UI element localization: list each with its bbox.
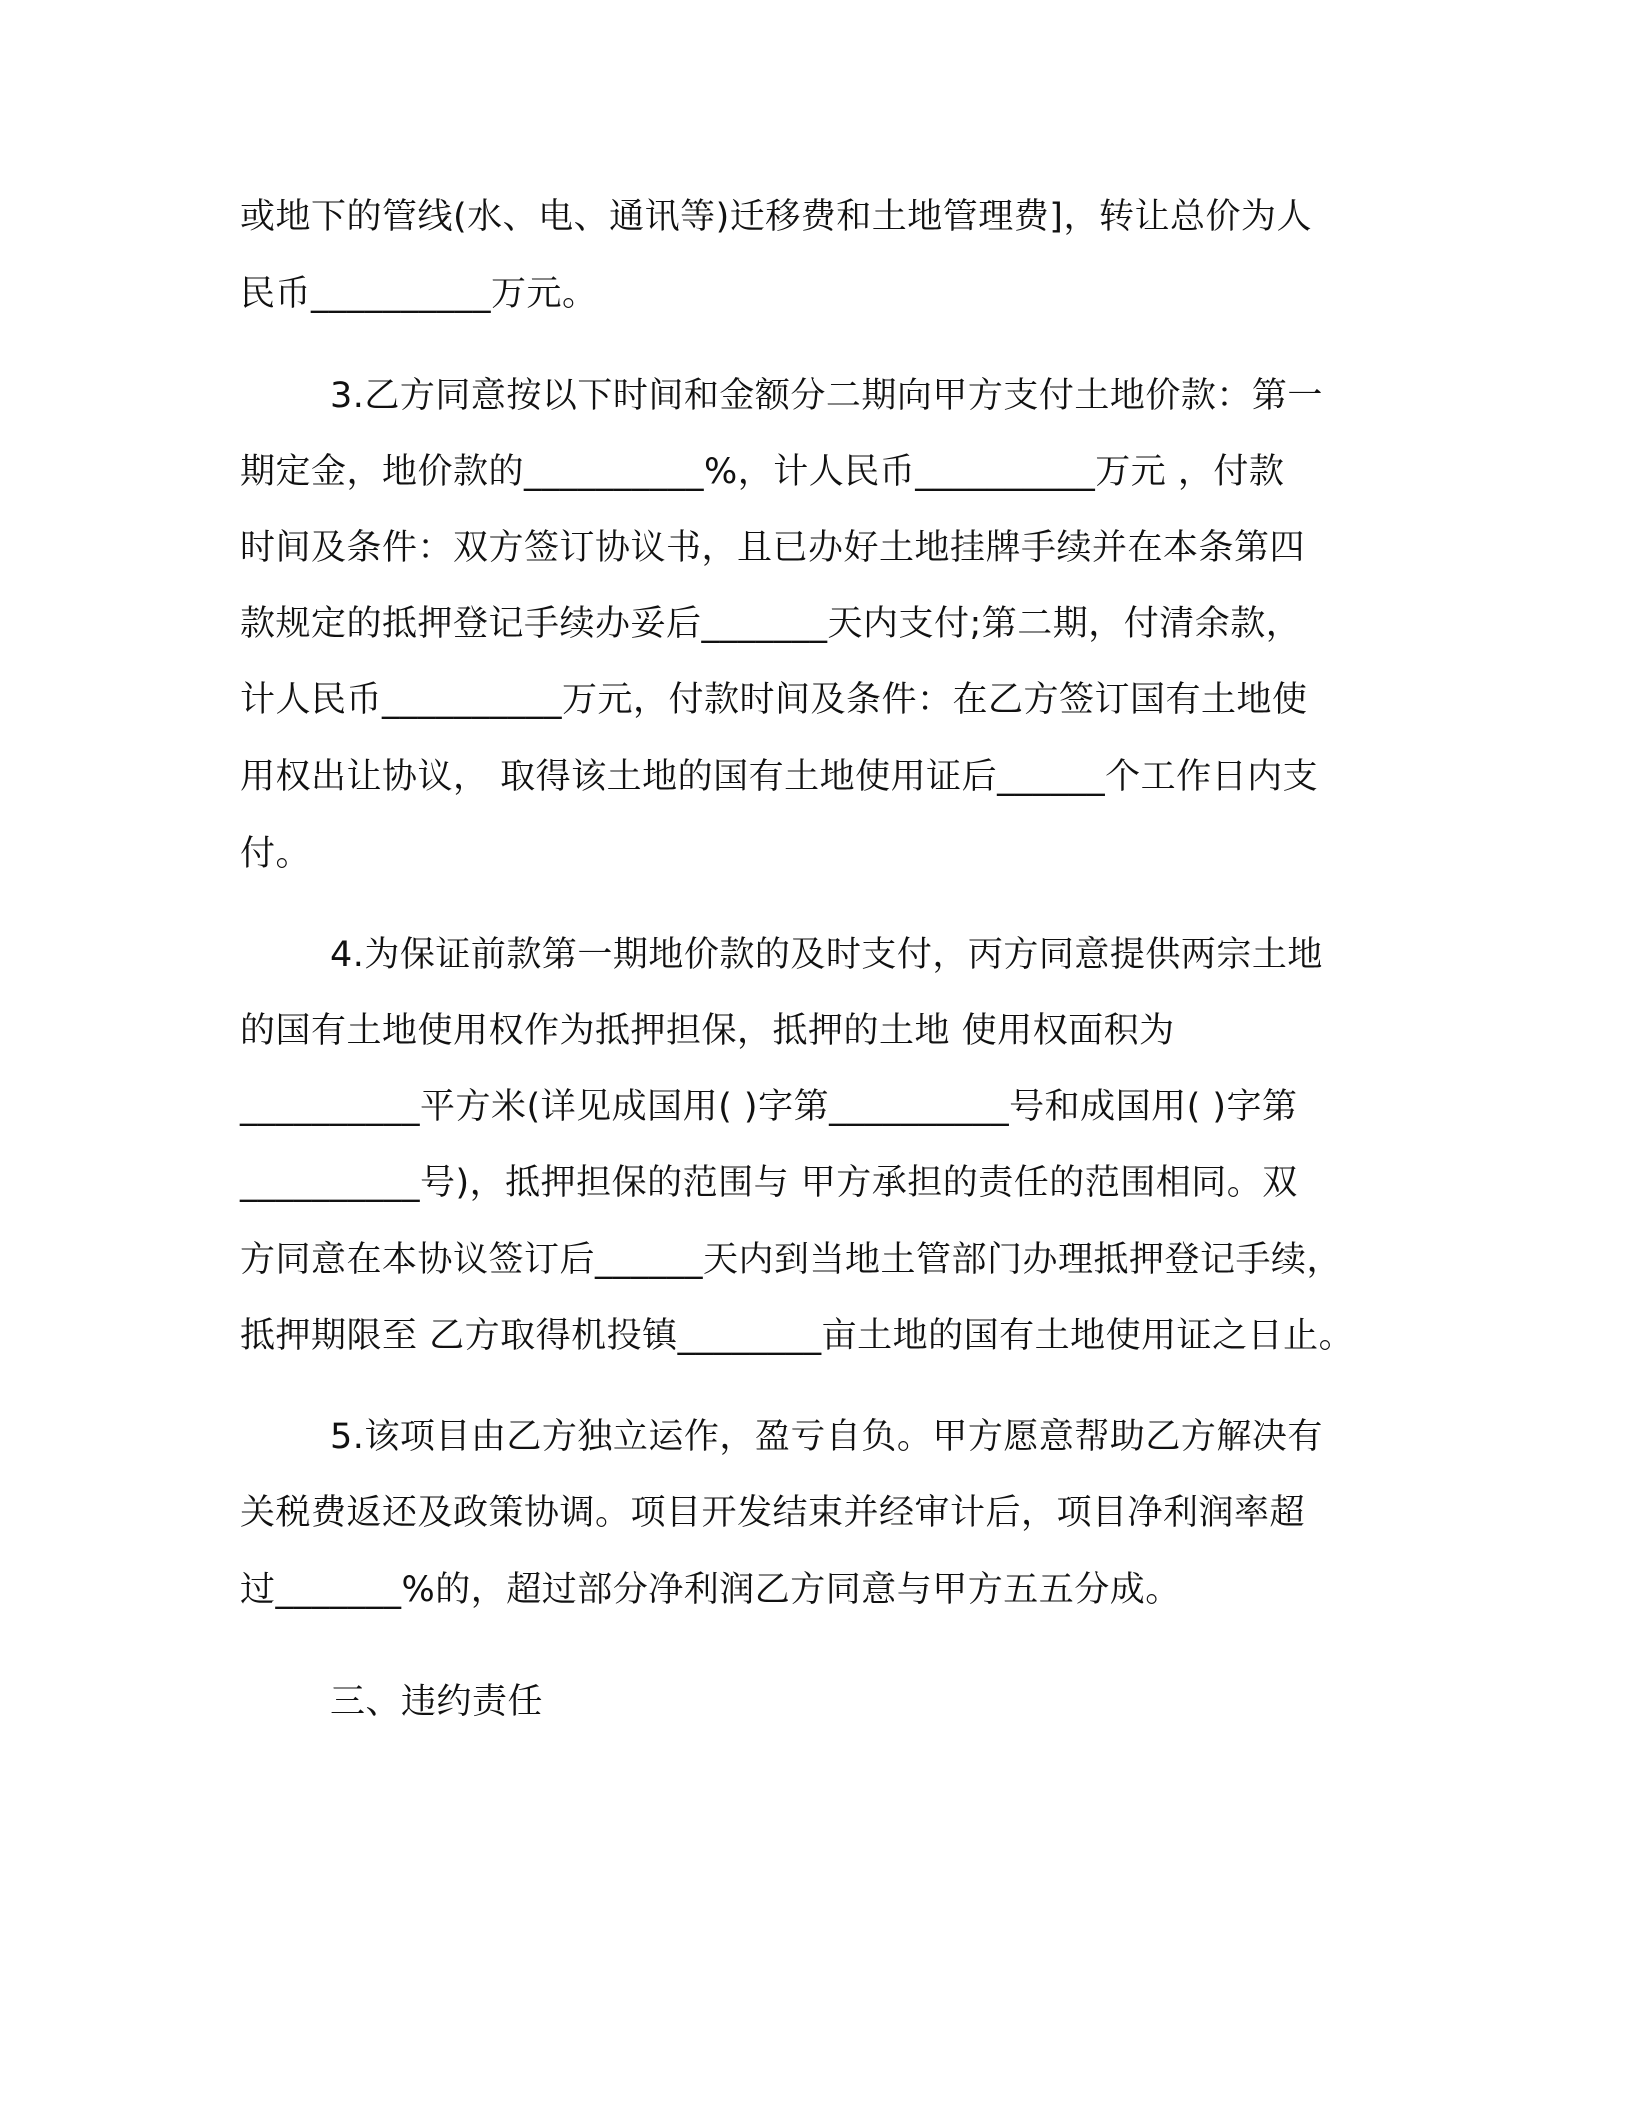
clause-4-line-4: __________号)，抵押担保的范围与 甲方承担的责任的范围相同。双 [240, 1163, 1298, 1203]
clause-5-line-1: 5.该项目由乙方独立运作，盈亏自负。甲方愿意帮助乙方解决有 [330, 1417, 1323, 1457]
clause-3-line-2: 期定金，地价款的__________%，计人民币__________万元 ，付款 [240, 452, 1285, 492]
clause-3-line-4: 款规定的抵押登记手续办妥后_______天内支付;第二期，付清余款， [240, 604, 1302, 644]
price-line-1: 或地下的管线(水、电、通讯等)迁移费和土地管理费]，转让总价为人 [240, 197, 1312, 237]
price-line-2: 民币__________万元。 [240, 274, 598, 314]
clause-3-line-7: 付。 [240, 834, 312, 874]
clause-5-line-3: 过_______%的，超过部分净利润乙方同意与甲方五五分成。 [240, 1570, 1181, 1610]
clause-4-line-6: 抵押期限至 乙方取得机投镇________亩土地的国有土地使用证之日止。 [240, 1316, 1355, 1356]
clause-4-line-5: 方同意在本协议签订后______天内到当地土管部门办理抵押登记手续， [240, 1240, 1343, 1280]
clause-4-line-1: 4.为保证前款第一期地价款的及时支付，丙方同意提供两宗土地 [330, 935, 1323, 975]
clause-3-line-5: 计人民币__________万元，付款时间及条件：在乙方签订国有土地使 [240, 680, 1308, 720]
clause-4-line-2: 的国有土地使用权作为抵押担保，抵押的土地 使用权面积为 [240, 1011, 1175, 1051]
clause-3-line-3: 时间及条件：双方签订协议书，且已办好土地挂牌手续并在本条第四 [240, 528, 1306, 568]
clause-4-line-3: __________平方米(详见成国用( )字第__________号和成国用( )字第 [240, 1087, 1298, 1127]
section-heading-breach-liability: 三、违约责任 [330, 1682, 544, 1722]
clause-3-line-6: 用权出让协议， 取得该土地的国有土地使用证后______个工作日内支 [240, 757, 1319, 797]
clause-5-line-2: 关税费返还及政策协调。项目开发结束并经审计后，项目净利润率超 [240, 1493, 1306, 1533]
clause-3-line-1: 3.乙方同意按以下时间和金额分二期向甲方支付土地价款：第一 [330, 376, 1323, 416]
